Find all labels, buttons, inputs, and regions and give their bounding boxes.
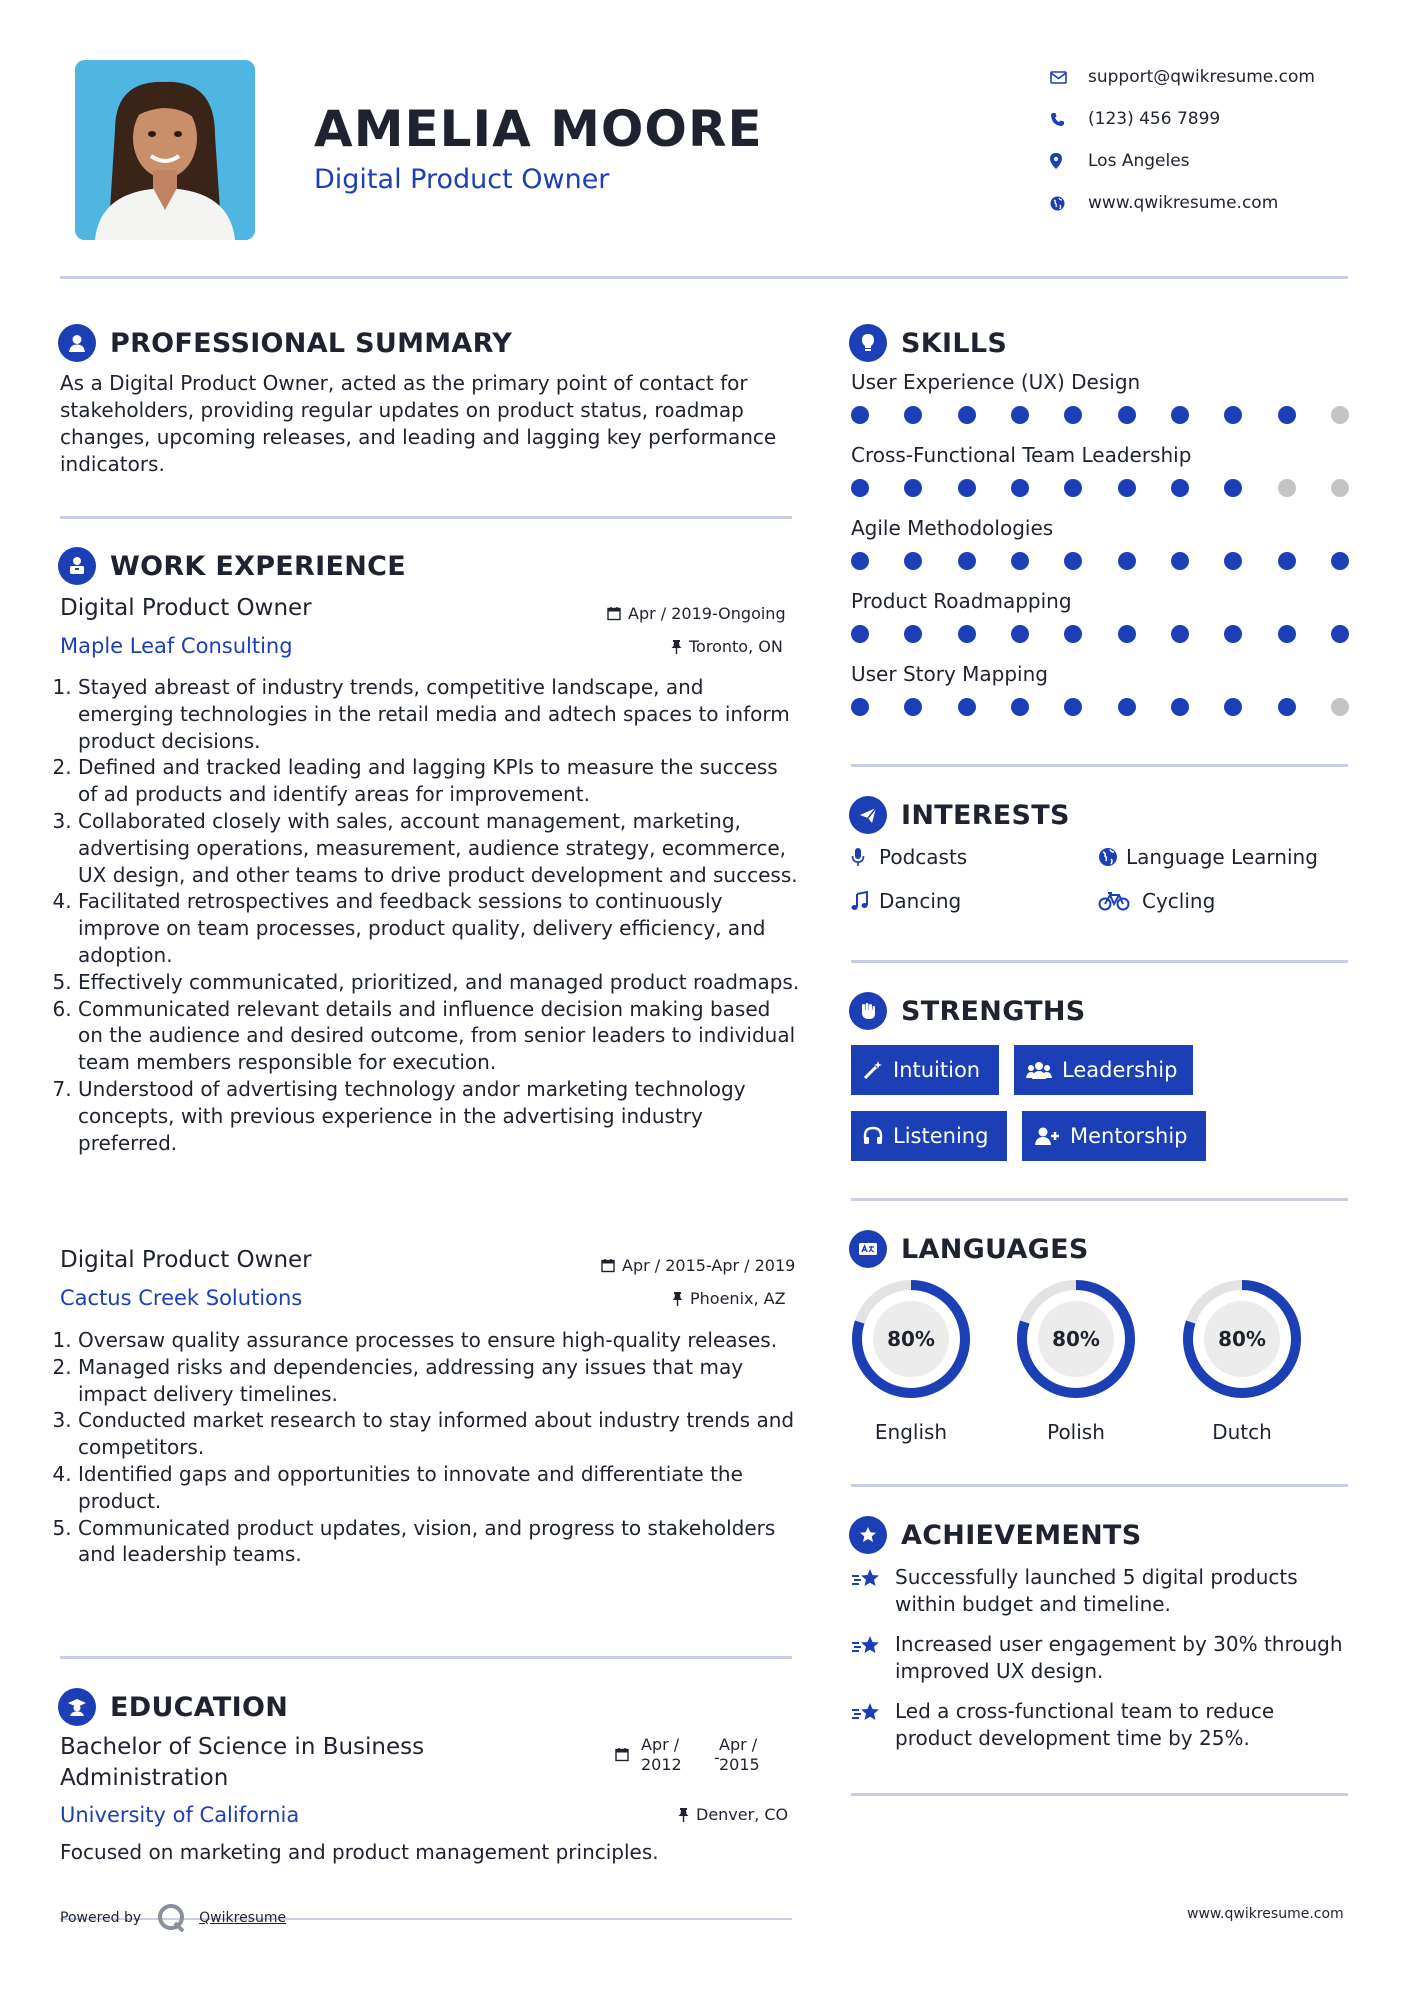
job-1-company[interactable]: Maple Leaf Consulting <box>60 634 293 658</box>
job-2-title: Digital Product Owner <box>60 1247 312 1273</box>
language-icon <box>849 1230 887 1268</box>
rating-dot-filled <box>851 479 869 497</box>
rating-dot-filled <box>1278 698 1296 716</box>
skills-title: SKILLS <box>901 327 1008 359</box>
rating-dot-filled <box>958 406 976 424</box>
rating-dot-filled <box>1118 698 1136 716</box>
education-end-year: 2015 <box>719 1755 760 1774</box>
user-icon <box>58 324 96 362</box>
language-polish-percent: 80% <box>1052 1327 1100 1351</box>
job-2-location-text: Phoenix, AZ <box>690 1289 786 1308</box>
envelope-icon <box>1050 71 1088 84</box>
summary-divider <box>60 516 792 519</box>
summary-title: PROFESSIONAL SUMMARY <box>110 327 513 359</box>
achievements-divider <box>851 1793 1348 1796</box>
contact-phone[interactable] <box>1050 98 1315 140</box>
skill-2 <box>851 443 1351 499</box>
list-item: 4. Identified gaps and opportunities to innovate and differentiate the product. <box>78 1461 800 1515</box>
list-item: 6. Communicated relevant details and influence decision making based on the audience and desired outcome, from senior leaders to individual team members responsible for execution. <box>78 996 800 1076</box>
rating-dot-filled <box>1224 479 1242 497</box>
rating-dot-filled <box>904 698 922 716</box>
education-end-month: Apr / <box>719 1735 758 1754</box>
rating-dot-filled <box>1118 479 1136 497</box>
header-divider <box>60 276 1348 279</box>
pushpin-icon <box>672 1291 683 1306</box>
education-start-year: 2012 <box>641 1755 682 1774</box>
strength-listening-label: Listening <box>893 1124 989 1148</box>
rating-dot-filled <box>1118 406 1136 424</box>
experience-title: WORK EXPERIENCE <box>110 550 406 582</box>
shooting-star-icon <box>851 1698 895 1752</box>
strengths-divider <box>851 1198 1348 1201</box>
contact-list <box>1050 56 1315 224</box>
profile-photo <box>75 60 255 240</box>
rating-dot-filled <box>851 625 869 643</box>
calendar-icon <box>607 606 621 621</box>
contact-location-text: Los Angeles <box>1088 151 1190 171</box>
interest-dancing-label: Dancing <box>879 889 962 913</box>
shooting-star-icon <box>851 1631 895 1685</box>
job-1-dates <box>607 604 786 623</box>
rating-dot-filled <box>958 698 976 716</box>
strength-listening <box>851 1111 1007 1161</box>
job-2-location <box>672 1289 786 1308</box>
job-2-dates <box>601 1256 795 1275</box>
job-1-location-text: Toronto, ON <box>689 637 783 656</box>
skill-4-label: Product Roadmapping <box>851 589 1072 613</box>
rating-dot-filled <box>1064 552 1082 570</box>
rating-dot-filled <box>904 625 922 643</box>
language-english-name: English <box>874 1420 948 1444</box>
degree-line-1: Bachelor of Science in Business <box>60 1734 425 1760</box>
achievements-title: ACHIEVEMENTS <box>901 1519 1142 1551</box>
rating-dot-filled <box>1224 406 1242 424</box>
rating-dot-filled <box>851 552 869 570</box>
rating-dot-filled <box>958 625 976 643</box>
rating-dot-filled <box>1118 552 1136 570</box>
pushpin-icon <box>678 1807 689 1822</box>
contact-location <box>1050 140 1315 182</box>
phone-icon <box>1050 112 1088 127</box>
skill-5 <box>851 662 1351 718</box>
education-location <box>678 1805 788 1824</box>
rating-dot-filled <box>958 552 976 570</box>
education-title: EDUCATION <box>110 1691 289 1723</box>
strength-mentorship <box>1022 1111 1206 1161</box>
powered-by-label: Powered by <box>60 1910 142 1926</box>
skill-2-label: Cross-Functional Team Leadership <box>851 443 1192 467</box>
calendar-icon <box>601 1258 615 1273</box>
rating-dot-filled <box>1278 552 1296 570</box>
map-pin-icon <box>1050 153 1088 169</box>
experience-header <box>58 546 406 586</box>
qwikresume-brand-link[interactable]: Qwikresume <box>199 1910 287 1926</box>
user-plus-icon <box>1034 1126 1060 1146</box>
achievement-3-text: Led a cross-functional team to reduce product development time by 25%. <box>895 1699 1275 1750</box>
job-1-dates-text: Apr / 2019-Ongoing <box>628 604 786 623</box>
achievement-1 <box>851 1564 1351 1618</box>
job-2-bullets <box>60 1327 800 1568</box>
strengths-header <box>849 991 1086 1031</box>
globe-icon <box>1050 196 1088 211</box>
language-polish-name: Polish <box>1047 1420 1105 1444</box>
rating-dot-filled <box>1171 698 1189 716</box>
list-item: 5. Communicated product updates, vision, and progress to stakeholders and leadership teams. <box>78 1515 800 1569</box>
interests-header <box>849 795 1070 835</box>
language-dutch-percent: 80% <box>1218 1327 1266 1351</box>
achievement-2 <box>851 1631 1351 1685</box>
music-note-icon <box>851 891 879 911</box>
microphone-icon <box>851 847 879 867</box>
paper-plane-icon <box>849 796 887 834</box>
list-item: 2. Managed risks and dependencies, addressing any issues that may impact delivery timelines. <box>78 1354 800 1408</box>
list-item: 1. Oversaw quality assurance processes to ensure high-quality releases. <box>78 1327 800 1354</box>
rating-dot-filled <box>1064 625 1082 643</box>
interest-dancing <box>851 889 961 913</box>
skill-1-rating <box>851 406 1351 426</box>
users-icon <box>1026 1060 1052 1080</box>
skills-divider <box>851 764 1348 767</box>
rating-dot-filled <box>958 479 976 497</box>
rating-dot-filled <box>1171 406 1189 424</box>
achievement-2-text: Increased user engagement by 30% through improved UX design. <box>895 1632 1343 1683</box>
strength-intuition-label: Intuition <box>893 1058 981 1082</box>
rating-dot-empty <box>1278 479 1296 497</box>
rating-dot-filled <box>1171 625 1189 643</box>
language-polish <box>1015 1278 1137 1444</box>
language-english-percent: 80% <box>887 1327 935 1351</box>
rating-dot-empty <box>1331 406 1349 424</box>
rating-dot-empty <box>1331 479 1349 497</box>
rating-dot-filled <box>1011 552 1029 570</box>
lightbulb-icon <box>849 324 887 362</box>
rating-dot-filled <box>1064 479 1082 497</box>
rating-dot-filled <box>1278 625 1296 643</box>
skills-header <box>849 323 1007 363</box>
bicycle-icon <box>1098 891 1142 911</box>
briefcase-user-icon <box>58 547 96 585</box>
rating-dot-filled <box>1224 698 1242 716</box>
contact-website[interactable] <box>1050 182 1315 224</box>
rating-dot-filled <box>1011 698 1029 716</box>
rating-dot-filled <box>904 479 922 497</box>
strength-leadership-label: Leadership <box>1062 1058 1178 1082</box>
rating-dot-filled <box>1331 552 1349 570</box>
magic-wand-icon <box>863 1060 883 1080</box>
experience-divider <box>60 1656 792 1659</box>
list-item: 2. Defined and tracked leading and lagging KPIs to measure the success of ad products and identify areas for improvement. <box>78 754 800 808</box>
skill-5-rating <box>851 698 1351 718</box>
interests-title: INTERESTS <box>901 799 1070 831</box>
achievement-1-text: Successfully launched 5 digital products within budget and timeline. <box>895 1565 1298 1616</box>
strength-leadership <box>1014 1045 1193 1095</box>
job-1-title: Digital Product Owner <box>60 595 312 621</box>
education-header <box>58 1687 288 1727</box>
skill-1 <box>851 370 1351 426</box>
rating-dot-filled <box>1064 698 1082 716</box>
skill-3-rating <box>851 552 1351 572</box>
rating-dot-filled <box>1224 552 1242 570</box>
language-dutch-name: Dutch <box>1212 1420 1272 1444</box>
language-english <box>850 1278 972 1444</box>
star-badge-icon <box>849 1516 887 1554</box>
contact-phone-text: (123) 456 7899 <box>1088 109 1221 129</box>
skill-1-label: User Experience (UX) Design <box>851 370 1141 394</box>
rating-dot-filled <box>1011 479 1029 497</box>
rating-dot-filled <box>1171 479 1189 497</box>
rating-dot-filled <box>1011 406 1029 424</box>
interest-podcasts-label: Podcasts <box>879 845 968 869</box>
footer-powered-by <box>60 1903 286 1933</box>
headphones-icon <box>863 1126 883 1146</box>
rating-dot-filled <box>1118 625 1136 643</box>
language-dutch <box>1181 1278 1303 1444</box>
contact-website-text: www.qwikresume.com <box>1088 193 1279 213</box>
list-item: 1. Stayed abreast of industry trends, competitive landscape, and emerging technologies in the retail media and adtech spaces to inform product decisions. <box>78 674 800 754</box>
interest-cycling-label: Cycling <box>1142 889 1216 913</box>
job-2-dates-text: Apr / 2015-Apr / 2019 <box>622 1256 796 1275</box>
languages-divider <box>851 1484 1348 1487</box>
skill-4 <box>851 589 1351 645</box>
summary-header <box>58 323 512 363</box>
school-name[interactable]: University of California <box>60 1803 300 1827</box>
education-location-text: Denver, CO <box>696 1805 789 1824</box>
fist-icon <box>849 992 887 1030</box>
achievement-3 <box>851 1698 1351 1752</box>
list-item: 4. Facilitated retrospectives and feedback sessions to continuously improve on team processes, product quality, delivery efficiency, and adoption. <box>78 888 800 968</box>
rating-dot-filled <box>1171 552 1189 570</box>
interest-podcasts <box>851 845 967 869</box>
skill-3-label: Agile Methodologies <box>851 516 1054 540</box>
contact-email-text: support@qwikresume.com <box>1088 67 1315 87</box>
calendar-icon <box>615 1747 629 1762</box>
strengths-title: STRENGTHS <box>901 995 1086 1027</box>
globe-icon <box>1098 847 1126 867</box>
footer-website[interactable]: www.qwikresume.com <box>1187 1906 1344 1922</box>
list-item: 3. Collaborated closely with sales, account management, marketing, advertising operations, measurement, audience strategy, ecommerce, UX design, and other teams to drive product development and success. <box>78 808 800 888</box>
interest-language-learning-label: Language Learning <box>1126 845 1318 869</box>
shooting-star-icon <box>851 1564 895 1618</box>
education-start-month: Apr / <box>641 1735 680 1754</box>
rating-dot-filled <box>904 552 922 570</box>
education-description: Focused on marketing and product management principles. <box>60 1840 659 1864</box>
summary-text: As a Digital Product Owner, acted as the primary point of contact for stakeholders, providing regular updates on product status, roadmap changes, upcoming releases, and leading and lagging key performance indicators. <box>60 371 777 476</box>
rating-dot-filled <box>851 406 869 424</box>
job-1-location <box>671 637 783 656</box>
education-date-dash: - <box>714 1748 720 1767</box>
candidate-name: AMELIA MOORE <box>314 100 763 158</box>
education-dates <box>615 1735 765 1779</box>
candidate-role: Digital Product Owner <box>314 164 610 195</box>
rating-dot-filled <box>904 406 922 424</box>
skill-5-label: User Story Mapping <box>851 662 1048 686</box>
interests-divider <box>851 960 1348 963</box>
pushpin-icon <box>671 639 682 654</box>
rating-dot-filled <box>1278 406 1296 424</box>
graduate-icon <box>58 1688 96 1726</box>
strength-mentorship-label: Mentorship <box>1070 1124 1188 1148</box>
degree-line-2: Administration <box>60 1765 229 1791</box>
skill-2-rating <box>851 479 1351 499</box>
languages-title: LANGUAGES <box>901 1233 1089 1265</box>
achievements-header <box>849 1515 1142 1555</box>
rating-dot-empty <box>1331 698 1349 716</box>
contact-email[interactable] <box>1050 56 1315 98</box>
rating-dot-filled <box>1224 625 1242 643</box>
languages-header <box>849 1229 1089 1269</box>
job-1-bullets <box>60 674 800 1156</box>
strength-intuition <box>851 1045 999 1095</box>
job-2-company[interactable]: Cactus Creek Solutions <box>60 1286 303 1310</box>
interest-language-learning <box>1098 845 1318 869</box>
list-item: 5. Effectively communicated, prioritized, and managed product roadmaps. <box>78 969 800 996</box>
rating-dot-filled <box>1331 625 1349 643</box>
interest-cycling <box>1098 889 1215 913</box>
list-item: 7. Understood of advertising technology andor marketing technology concepts, with previous experience in the advertising industry preferred. <box>78 1076 800 1156</box>
skill-3 <box>851 516 1351 572</box>
rating-dot-filled <box>1011 625 1029 643</box>
list-item: 3. Conducted market research to stay informed about industry trends and competitors. <box>78 1407 800 1461</box>
rating-dot-filled <box>1064 406 1082 424</box>
skill-4-rating <box>851 625 1351 645</box>
rating-dot-filled <box>851 698 869 716</box>
qwikresume-logo-icon <box>157 1903 187 1933</box>
